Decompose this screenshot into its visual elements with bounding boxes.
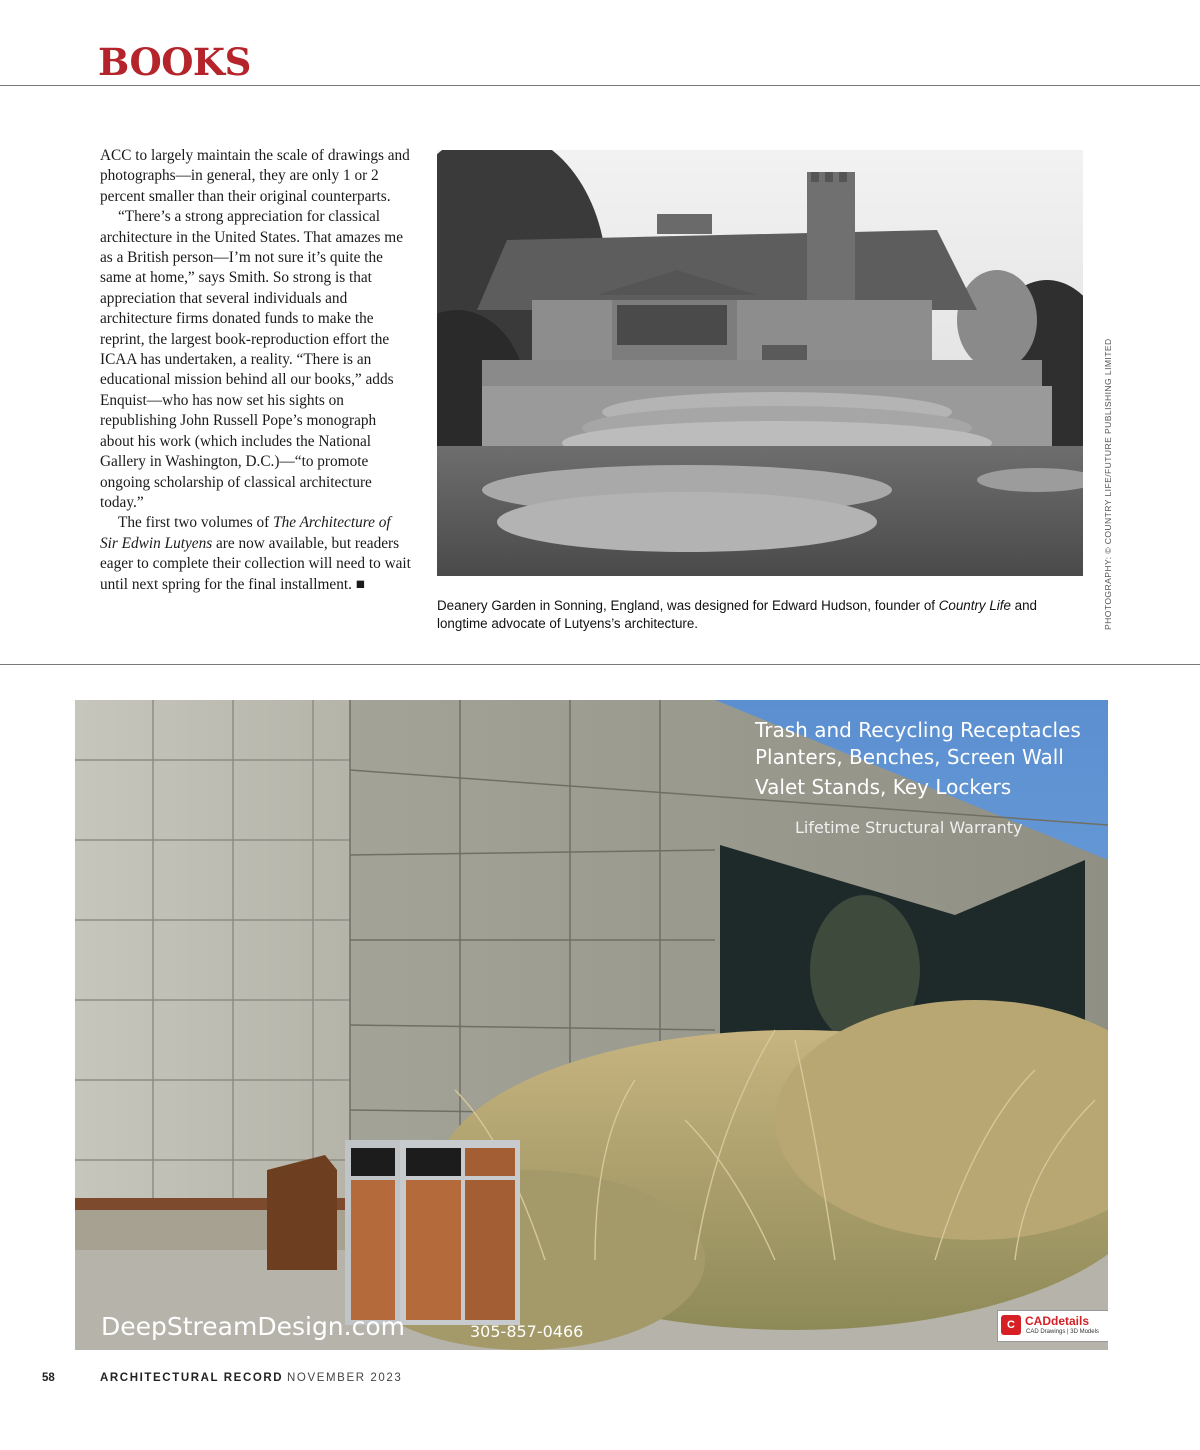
article-paragraph: ACC to largely maintain the scale of drawings and photographs—in general, they are only 1 or 2 percent smaller than their original counterparts. [100, 147, 410, 205]
caddetails-subtitle: CAD Drawings | 3D Models [1026, 1329, 1099, 1335]
caption-text: Deanery Garden in Sonning, England, was designed for Edward Hudson, founder of [437, 598, 939, 613]
deanery-garden-photo [437, 150, 1083, 576]
book-title: The Architecture of Sir Edwin Lutyens [100, 514, 391, 552]
article-body [100, 146, 412, 595]
end-mark: ■ [355, 575, 366, 593]
page-number: 58 [42, 1372, 55, 1384]
caption-text-end: and longtime advocate of Lutyens’s architecture. [437, 598, 1037, 631]
issue-date: NOVEMBER 2023 [287, 1372, 403, 1384]
section-rule [0, 664, 1200, 665]
photo-caption [437, 597, 1089, 633]
text-before-title: The first two volumes of [118, 514, 274, 532]
caption-magazine-name: Country Life [938, 598, 1011, 613]
section-title: BOOKS [98, 40, 251, 84]
caddetails-badge[interactable] [997, 1310, 1108, 1342]
article-paragraph: “There’s a strong appreciation for classical architecture in the United States. That amazes me as a British person—I’m not sure it’s quite the same at home,” says Smith. So strong is that appreciation that several individuals and architecture firms donated funds to make the reprint, the largest book-reproduction effort the ICAA has undertaken, a reality. “There is an educational mission behind all our books,” adds Enquist—who has now set his sights on republishing John Russell Pope’s monograph about his work (which includes the National Gallery in Washington, D.C.)—“to promote ongoing scholarship of classical architecture today.” [100, 208, 403, 511]
caddetails-name: CADdetails [1025, 1314, 1090, 1328]
ad-warranty: Lifetime Structural Warranty [795, 818, 1023, 837]
ad-headline-line-2: Planters, Benches, Screen Wall [755, 745, 1064, 769]
magazine-name: ARCHITECTURAL RECORD [100, 1372, 284, 1384]
text-after-title: are now available, but readers eager to complete their collection will need to wait until next spring for the final installment. [100, 534, 411, 593]
ad-headline-line-1: Trash and Recycling Receptacles [755, 718, 1081, 742]
advertisement[interactable] [75, 700, 1108, 1350]
photo-credit: PHOTOGRAPHY: © COUNTRY LIFE/FUTURE PUBLISHING LIMITED [1103, 338, 1113, 630]
ad-website-link[interactable]: DeepStreamDesign.com [101, 1312, 405, 1341]
header-rule [0, 85, 1200, 86]
article-paragraph-last [100, 513, 412, 595]
ad-headline-line-3: Valet Stands, Key Lockers [755, 775, 1012, 799]
caddetails-logo-icon: C [1001, 1315, 1021, 1335]
ad-phone-number[interactable]: 305-857-0466 [470, 1322, 584, 1341]
